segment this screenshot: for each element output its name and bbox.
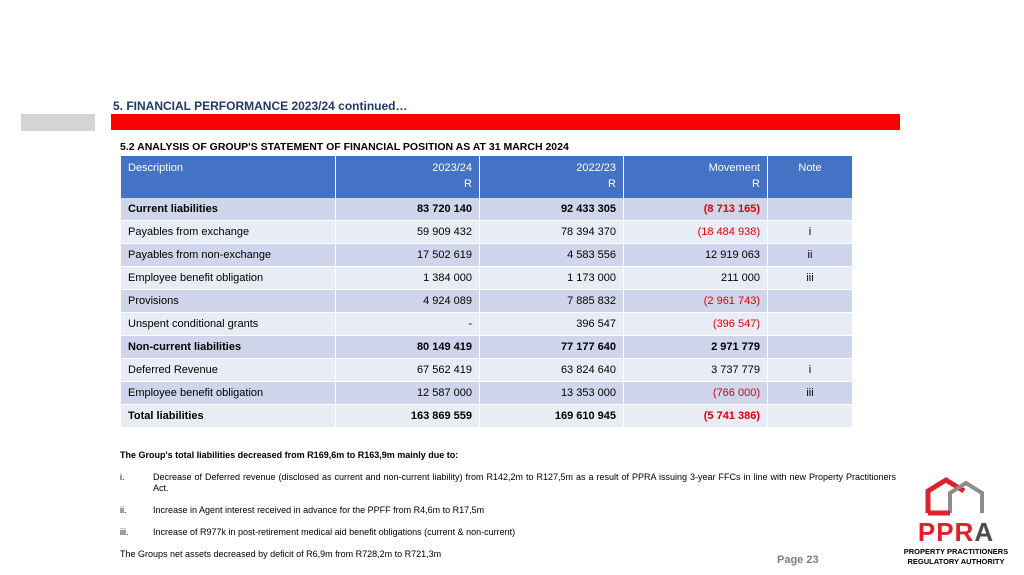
financial-position-table [121,156,853,428]
cell-2022-23: 78 394 370 [480,221,624,244]
cell-2023-24: - [336,313,480,336]
cell-2023-24: 12 587 000 [336,382,480,405]
cell-description: Payables from non-exchange [121,244,336,267]
cell-2023-24: 163 869 559 [336,405,480,428]
note-number: i. [120,472,125,482]
cell-description: Deferred Revenue [121,359,336,382]
notes-lead: The Group's total liabilities decreased from R169,6m to R163,9m mainly due to: [120,450,459,460]
cell-note: iii [768,267,853,290]
cell-2022-23: 7 885 832 [480,290,624,313]
header-2023-24: 2023/24 R [336,156,480,198]
note-text: Increase in Agent interest received in advance for the PPFF from R4,6m to R17,5m [153,505,485,515]
table-row [121,359,853,382]
cell-movement: 3 737 779 [624,359,768,382]
cell-note: i [768,359,853,382]
decorative-grey-block [21,114,95,131]
note-text: Decrease of Deferred revenue (disclosed as current and non-current liability) from R142,2m to R127,5m as a result of PPRA issuing 3-year FFCs in line with new Property Practitioners Act. [153,472,896,493]
cell-2023-24: 1 384 000 [336,267,480,290]
note-item-i [120,472,896,494]
cell-2022-23: 92 433 305 [480,198,624,221]
table-row [121,290,853,313]
cell-note: ii [768,244,853,267]
cell-movement: (8 713 165) [624,198,768,221]
decorative-red-bar [111,114,900,130]
cell-movement: 2 971 779 [624,336,768,359]
notes-section [120,450,896,560]
cell-movement: (2 961 743) [624,290,768,313]
cell-note: i [768,221,853,244]
note-item-iii [120,527,896,538]
table-body [121,198,853,428]
table-row [121,267,853,290]
cell-movement: 12 919 063 [624,244,768,267]
cell-2023-24: 80 149 419 [336,336,480,359]
cell-2022-23: 396 547 [480,313,624,336]
note-text: Increase of R977k in post-retirement medical aid benefit obligations (current & non-current) [153,527,516,537]
header-movement: Movement R [624,156,768,198]
header-note: Note [768,156,853,198]
table-row [121,244,853,267]
cell-description: Payables from exchange [121,221,336,244]
table-subtitle: 5.2 ANALYSIS OF GROUP'S STATEMENT OF FINANCIAL POSITION AS AT 31 MARCH 2024 [120,141,569,153]
cell-note [768,313,853,336]
ppra-logo [896,477,1016,569]
table-row [121,336,853,359]
note-number: iii. [120,527,129,537]
cell-description: Current liabilities [121,198,336,221]
table-header-row [121,156,853,198]
cell-description: Provisions [121,290,336,313]
table-row [121,405,853,428]
logo-letters: PPRA [917,517,995,547]
cell-2023-24: 59 909 432 [336,221,480,244]
cell-note [768,290,853,313]
cell-2022-23: 169 610 945 [480,405,624,428]
cell-movement: (5 741 386) [624,405,768,428]
table-row [121,382,853,405]
cell-description: Non-current liabilities [121,336,336,359]
house-outline-icon [924,477,988,517]
table-row [121,198,853,221]
page-number: Page 23 [777,554,819,566]
cell-note [768,336,853,359]
cell-note: iii [768,382,853,405]
cell-2022-23: 4 583 556 [480,244,624,267]
cell-movement: 211 000 [624,267,768,290]
cell-movement: (396 547) [624,313,768,336]
table-row [121,313,853,336]
cell-2023-24: 83 720 140 [336,198,480,221]
table-row [121,221,853,244]
cell-movement: (766 000) [624,382,768,405]
cell-2023-24: 4 924 089 [336,290,480,313]
notes-closing: The Groups net assets decreased by deficit of R6,9m from R728,2m to R721,3m [120,549,442,559]
cell-description: Unspent conditional grants [121,313,336,336]
cell-2023-24: 17 502 619 [336,244,480,267]
note-item-ii [120,505,896,516]
header-2022-23: 2022/23 R [480,156,624,198]
cell-2022-23: 1 173 000 [480,267,624,290]
cell-note [768,405,853,428]
cell-note [768,198,853,221]
header-description: Description [121,156,336,198]
note-number: ii. [120,505,127,515]
cell-description: Employee benefit obligation [121,382,336,405]
cell-description: Total liabilities [121,405,336,428]
section-title: 5. FINANCIAL PERFORMANCE 2023/24 continued… [113,99,408,113]
cell-2022-23: 77 177 640 [480,336,624,359]
cell-movement: (18 484 938) [624,221,768,244]
cell-2022-23: 63 824 640 [480,359,624,382]
cell-description: Employee benefit obligation [121,267,336,290]
logo-caption: PROPERTY PRACTITIONERS REGULATORY AUTHORITY [903,547,1009,566]
cell-2023-24: 67 562 419 [336,359,480,382]
cell-2022-23: 13 353 000 [480,382,624,405]
